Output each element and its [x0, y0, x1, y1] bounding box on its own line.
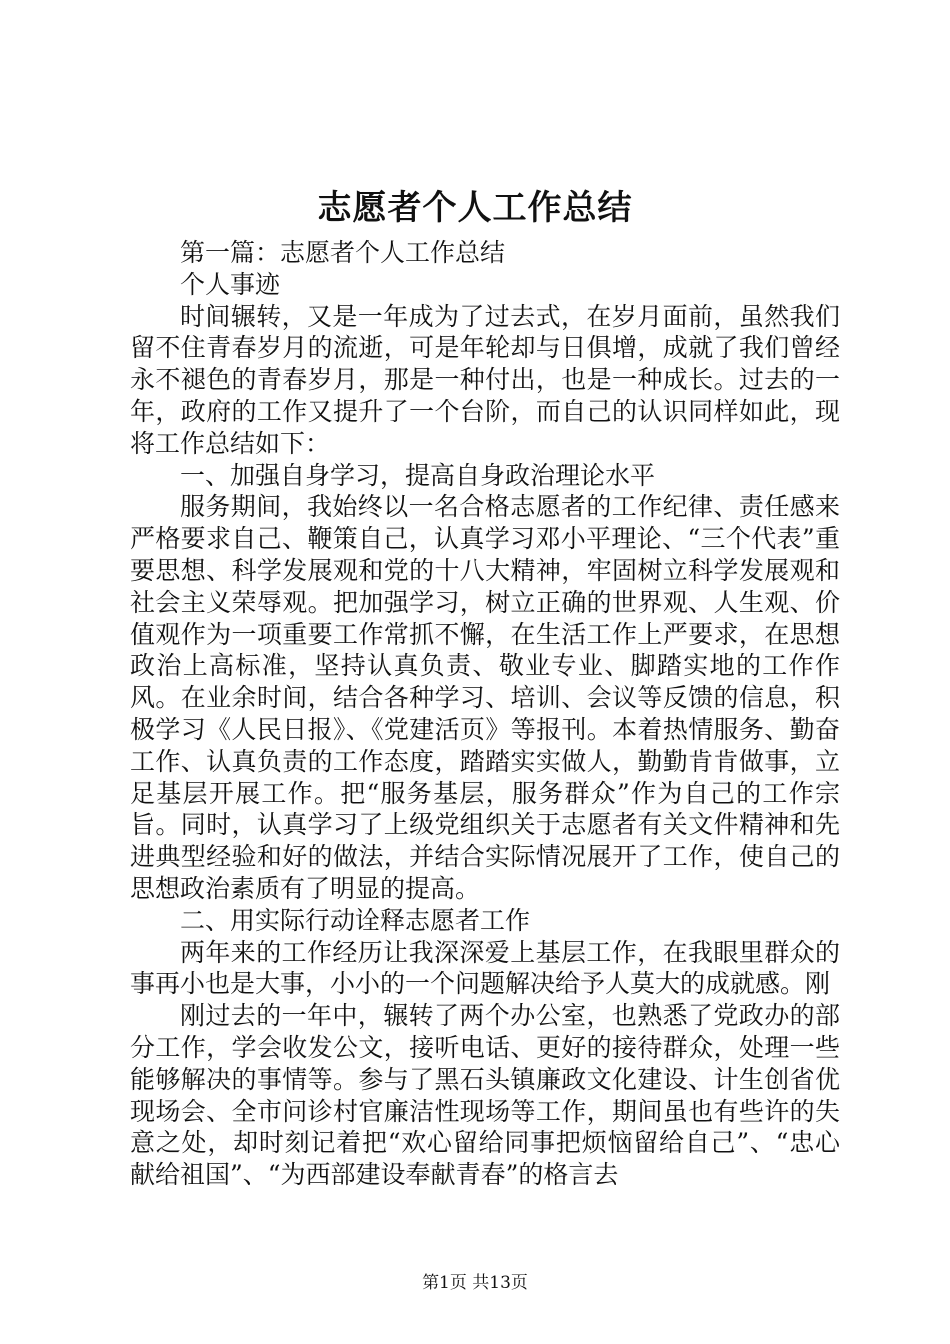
paragraph-heading-personal: 个人事迹: [180, 269, 281, 299]
section-heading-2: 二、用实际行动诠释志愿者工作: [180, 905, 531, 935]
paragraph-intro: 时间辗转，又是一年成为了过去式，在岁月面前，虽然我们留不住青春岁月的流逝，可是年轮却与日俱增，成就了我们曾经永不褪色的青春岁月，那是一种付出，也是一种成长。过去的一年，政府的工作又提升了一个台阶，而自己的认识同样如此，现将工作总结如下：: [130, 301, 840, 458]
paragraph-section-2b: 刚过去的一年中，辗转了两个办公室，也熟悉了党政办的部分工作，学会收发公文，接听电话、更好的接待群众，处理一些能够解决的事情等。参与了黑石头镇廉政文化建设、计生创省优现场会、全市问诊村官廉洁性现场等工作，期间虽也有些许的失意之处，却时刻记着把“欢心留给同事把烦恼留给自己”、“忠心献给祖国”、“为西部建设奉献青春”的格言去: [130, 1001, 840, 1190]
page-number-footer: 第1页 共13页: [422, 1273, 528, 1293]
section-heading-1: 一、加强自身学习，提高自身政治理论水平: [180, 460, 656, 490]
document-body: [130, 237, 840, 1191]
paragraph-section-2a: 两年来的工作经历让我深深爱上基层工作，在我眼里群众的事再小也是大事，小小的一个问题解决给予人莫大的成就感。刚: [130, 937, 840, 999]
document-title: 志愿者个人工作总结: [317, 188, 633, 228]
paragraph-section-1: 服务期间，我始终以一名合格志愿者的工作纪律、责任感来严格要求自己、鞭策自己，认真学习邓小平理论、“三个代表”重要思想、科学发展观和党的十八大精神，牢固树立科学发展观和社会主义荣辱观。把加强学习，树立正确的世界观、人生观、价值观作为一项重要工作常抓不懈，在生活工作上严要求，在思想政治上高标准，坚持认真负责、敬业专业、脚踏实地的工作作风。在业余时间，结合各种学习、培训、会议等反馈的信息，积极学习《人民日报》、《党建活页》等报刊。本着热情服务、勤奋工作、认真负责的工作态度，踏踏实实做人，勤勤肯肯做事，立足基层开展工作。把“服务基层，服务群众”作为自己的工作宗旨。同时，认真学习了上级党组织关于志愿者有关文件精神和先进典型经验和好的做法，并结合实际情况展开了工作，使自己的思想政治素质有了明显的提高。: [130, 492, 840, 903]
paragraph-subtitle: 第一篇：志愿者个人工作总结: [180, 238, 506, 267]
